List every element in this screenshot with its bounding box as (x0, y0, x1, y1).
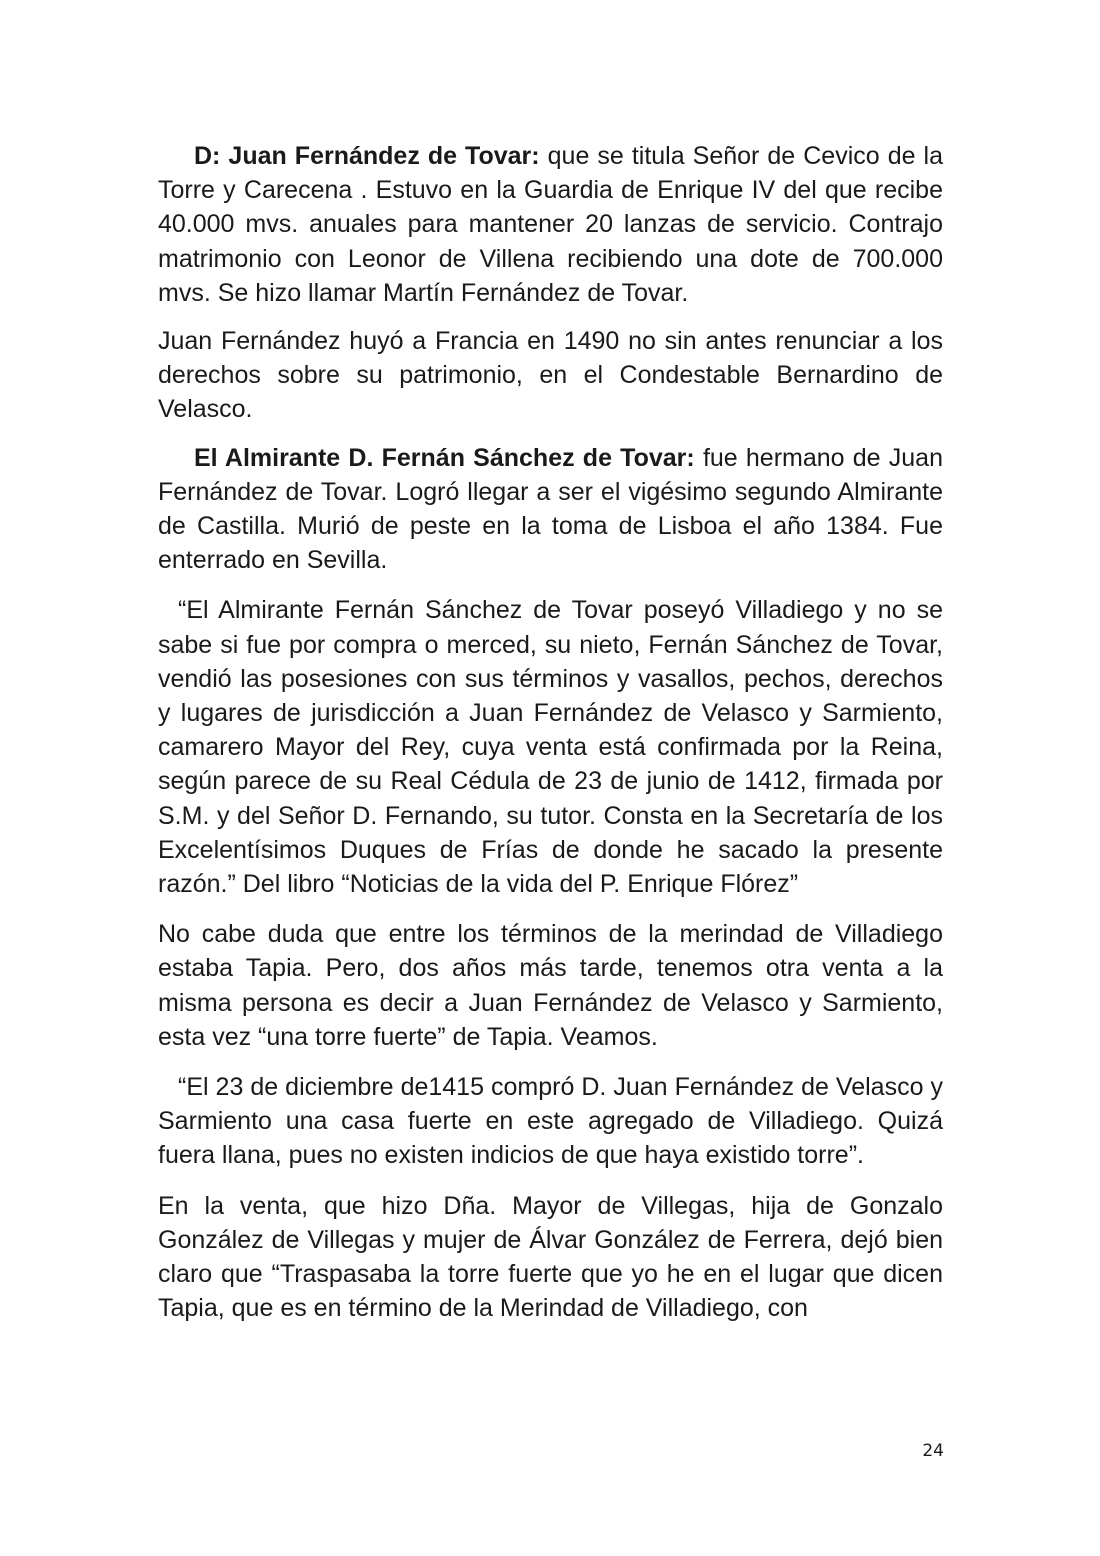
body-text (158, 139, 943, 1326)
paragraph-text: “El Almirante Fernán Sánchez de Tovar poseyó Villadiego y no se sabe si fue por compra o merced, su nieto, Fernán Sánchez de Tovar, vendió las posesiones con sus términos y vasallos, pechos, derechos y lugares de jurisdicción a Juan Fernández de Velasco y Sarmiento, camarero Mayor del Rey, cuya venta está confirmada por la Reina, según parece de su Real Cédula de 23 de junio de 1412, firmada por S.M. y del Señor D. Fernando, su tutor. Consta en la Secretaría de los Excelentísimos Duques de Frías de donde he sacado la presente razón.” Del libro “Noticias de la vida del P. Enrique Flórez” (158, 596, 943, 899)
paragraph-almirante (158, 441, 943, 578)
paragraph-huida-francia (158, 324, 943, 427)
paragraph-venta (158, 1189, 943, 1326)
heading-almirante: El Almirante D. Fernán Sánchez de Tovar: (194, 443, 695, 472)
paragraph-text: fue hermano de Juan Fernández de Tovar. Logró llegar a ser el vigésimo segundo Almirante de Castilla. Murió de peste en la toma de Lisboa el año 1384. Fue enterrado en Sevilla. (158, 443, 943, 575)
paragraph-cita-villadiego (158, 593, 943, 901)
heading-juan-fernandez: D: Juan Fernández de Tovar: (194, 142, 540, 170)
paragraph-text: No cabe duda que entre los términos de la merindad de Villadiego estaba Tapia. Pero, dos años más tarde, tenemos otra venta a la misma persona es decir a Juan Fernández de Velasco y Sarmiento, esta vez “una torre fuerte” de Tapia. Veamos. (158, 920, 943, 1051)
paragraph-cita-casa-fuerte (158, 1070, 943, 1173)
paragraph-text: Juan Fernández huyó a Francia en 1490 no sin antes renunciar a los derechos sobre su patrimonio, en el Condestable Bernardino de Velasco. (158, 327, 943, 424)
paragraph-text: que se titula Señor de Cevico de la Torre y Carecena . Estuvo en la Guardia de Enrique IV del que recibe 40.000 mvs. anuales para mantener 20 lanzas de servicio. Contrajo matrimonio con Leonor de Villena recibiendo una dote de 700.000 mvs. Se hizo llamar Martín Fernández de Tovar. (158, 142, 943, 307)
paragraph-text: En la venta, que hizo Dña. Mayor de Villegas, hija de Gonzalo González de Villegas y mujer de Álvar González de Ferrera, dejó bien claro que “Traspasaba la torre fuerte que yo he en el lugar que dicen Tapia, que es en término de la Merindad de Villadiego, con (158, 1191, 943, 1323)
paragraph-tapia (158, 917, 943, 1054)
page-number: 24 (922, 1441, 944, 1461)
paragraph-juan-fernandez (158, 139, 943, 310)
paragraph-text: “El 23 de diciembre de1415 compró D. Juan Fernández de Velasco y Sarmiento una casa fuerte en este agregado de Villadiego. Quizá fuera llana, pues no existen indicios de que haya existido torre”. (158, 1073, 943, 1170)
